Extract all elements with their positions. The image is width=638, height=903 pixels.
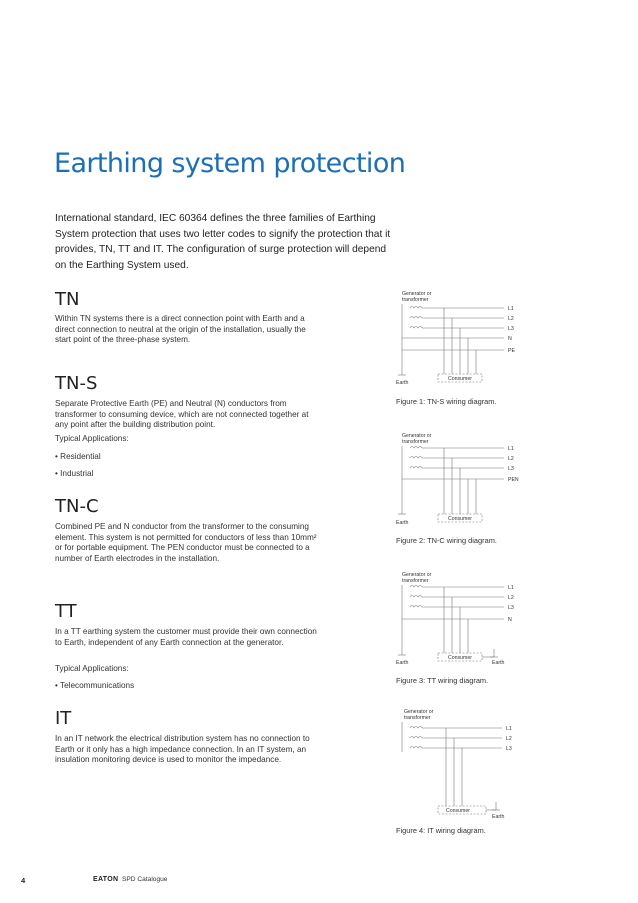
svg-text:Earth: Earth [396,660,409,666]
svg-text:Earth: Earth [492,814,505,820]
tn-heading: TN [55,289,80,310]
tns-heading: TN-S [55,373,98,394]
svg-text:PEN: PEN [508,477,519,483]
tn-text: Within TN systems there is a direct connection point with Earth and a direct connection to neutral at the origin of the installation, usually the start point of the three-phase system. [55,314,306,345]
svg-text:Generator or: Generator or [402,291,432,297]
svg-text:L2: L2 [506,736,512,742]
svg-text:L2: L2 [508,595,514,601]
page-number: 4 [21,876,26,885]
svg-text:transformer: transformer [402,439,429,445]
tns-app-item: • Industrial [55,469,94,478]
svg-text:L1: L1 [508,306,514,312]
svg-text:Generator or: Generator or [404,709,434,715]
tnc-heading: TN-C [55,496,99,517]
tns-wiring-diagram [394,290,524,390]
it-heading: IT [55,708,72,729]
svg-text:N: N [508,617,512,623]
svg-text:PE: PE [508,348,515,354]
intro-paragraph: International standard, IEC 60364 defines the three families of Earthing System protection that uses two letter codes to signify the protection that it provides, TN, TT and IT. The configuration of surge protection will depend on the Earthing System used. [55,213,391,271]
tt-text: In a TT earthing system the customer must provide their own connection to Earth, independent of any Earth connection at the generator. [55,627,317,647]
svg-text:L3: L3 [508,605,514,611]
eaton-logo: EATON [93,876,119,883]
tnc-wiring-diagram [394,432,524,532]
tns-apps-label: Typical Applications: [55,434,129,443]
it-text: In an IT network the electrical distribution system has no connection to Earth or it only has a high impedance connection. In an IT system, an insulation monitoring device is used to monitor the impedance. [55,734,310,765]
svg-text:Consumer: Consumer [448,376,472,382]
svg-text:transformer: transformer [402,578,429,584]
tt-wiring-diagram [394,571,524,671]
svg-text:L3: L3 [508,326,514,332]
svg-text:L2: L2 [508,456,514,462]
svg-text:Generator or: Generator or [402,572,432,578]
svg-text:L2: L2 [508,316,514,322]
svg-text:Earth: Earth [492,660,505,666]
svg-text:Generator or: Generator or [402,433,432,439]
svg-text:Earth: Earth [396,520,409,526]
tnc-text: Combined PE and N conductor from the transformer to the consuming element. This system is not permitted for conductors of less than 10mm² or for portable equipment. The PEN conductor must be connected to a number of Earth electrodes in the installation. [55,522,317,563]
svg-text:Consumer: Consumer [448,516,472,522]
figure-3-caption: Figure 3: TT wiring diagram. [396,676,489,685]
catalogue-name: SPD Catalogue [122,876,168,883]
svg-text:L3: L3 [506,746,512,752]
it-wiring-diagram [394,708,524,823]
tns-text: Separate Protective Earth (PE) and Neutral (N) conductors from transformer to consuming device, which are not connected together at any point after the building distribution point. [55,399,309,430]
svg-text:L1: L1 [508,446,514,452]
svg-text:Consumer: Consumer [448,655,472,661]
svg-text:Earth: Earth [396,380,409,386]
svg-text:L1: L1 [506,726,512,732]
tns-app-item: • Residential [55,452,101,461]
svg-text:transformer: transformer [402,297,429,303]
svg-text:L1: L1 [508,585,514,591]
tt-app-item: • Telecommunications [55,681,135,690]
page-title: Earthing system protection [54,148,406,179]
figure-1-caption: Figure 1: TN-S wiring diagram. [396,397,497,406]
tt-heading: TT [55,601,77,622]
figure-4-caption: Figure 4: IT wiring diagram. [396,826,486,835]
tt-apps-label: Typical Applications: [55,664,129,673]
svg-text:transformer: transformer [404,715,431,721]
svg-text:N: N [508,336,512,342]
svg-text:L3: L3 [508,466,514,472]
svg-text:Consumer: Consumer [446,808,470,814]
figure-2-caption: Figure 2: TN-C wiring diagram. [396,536,497,545]
